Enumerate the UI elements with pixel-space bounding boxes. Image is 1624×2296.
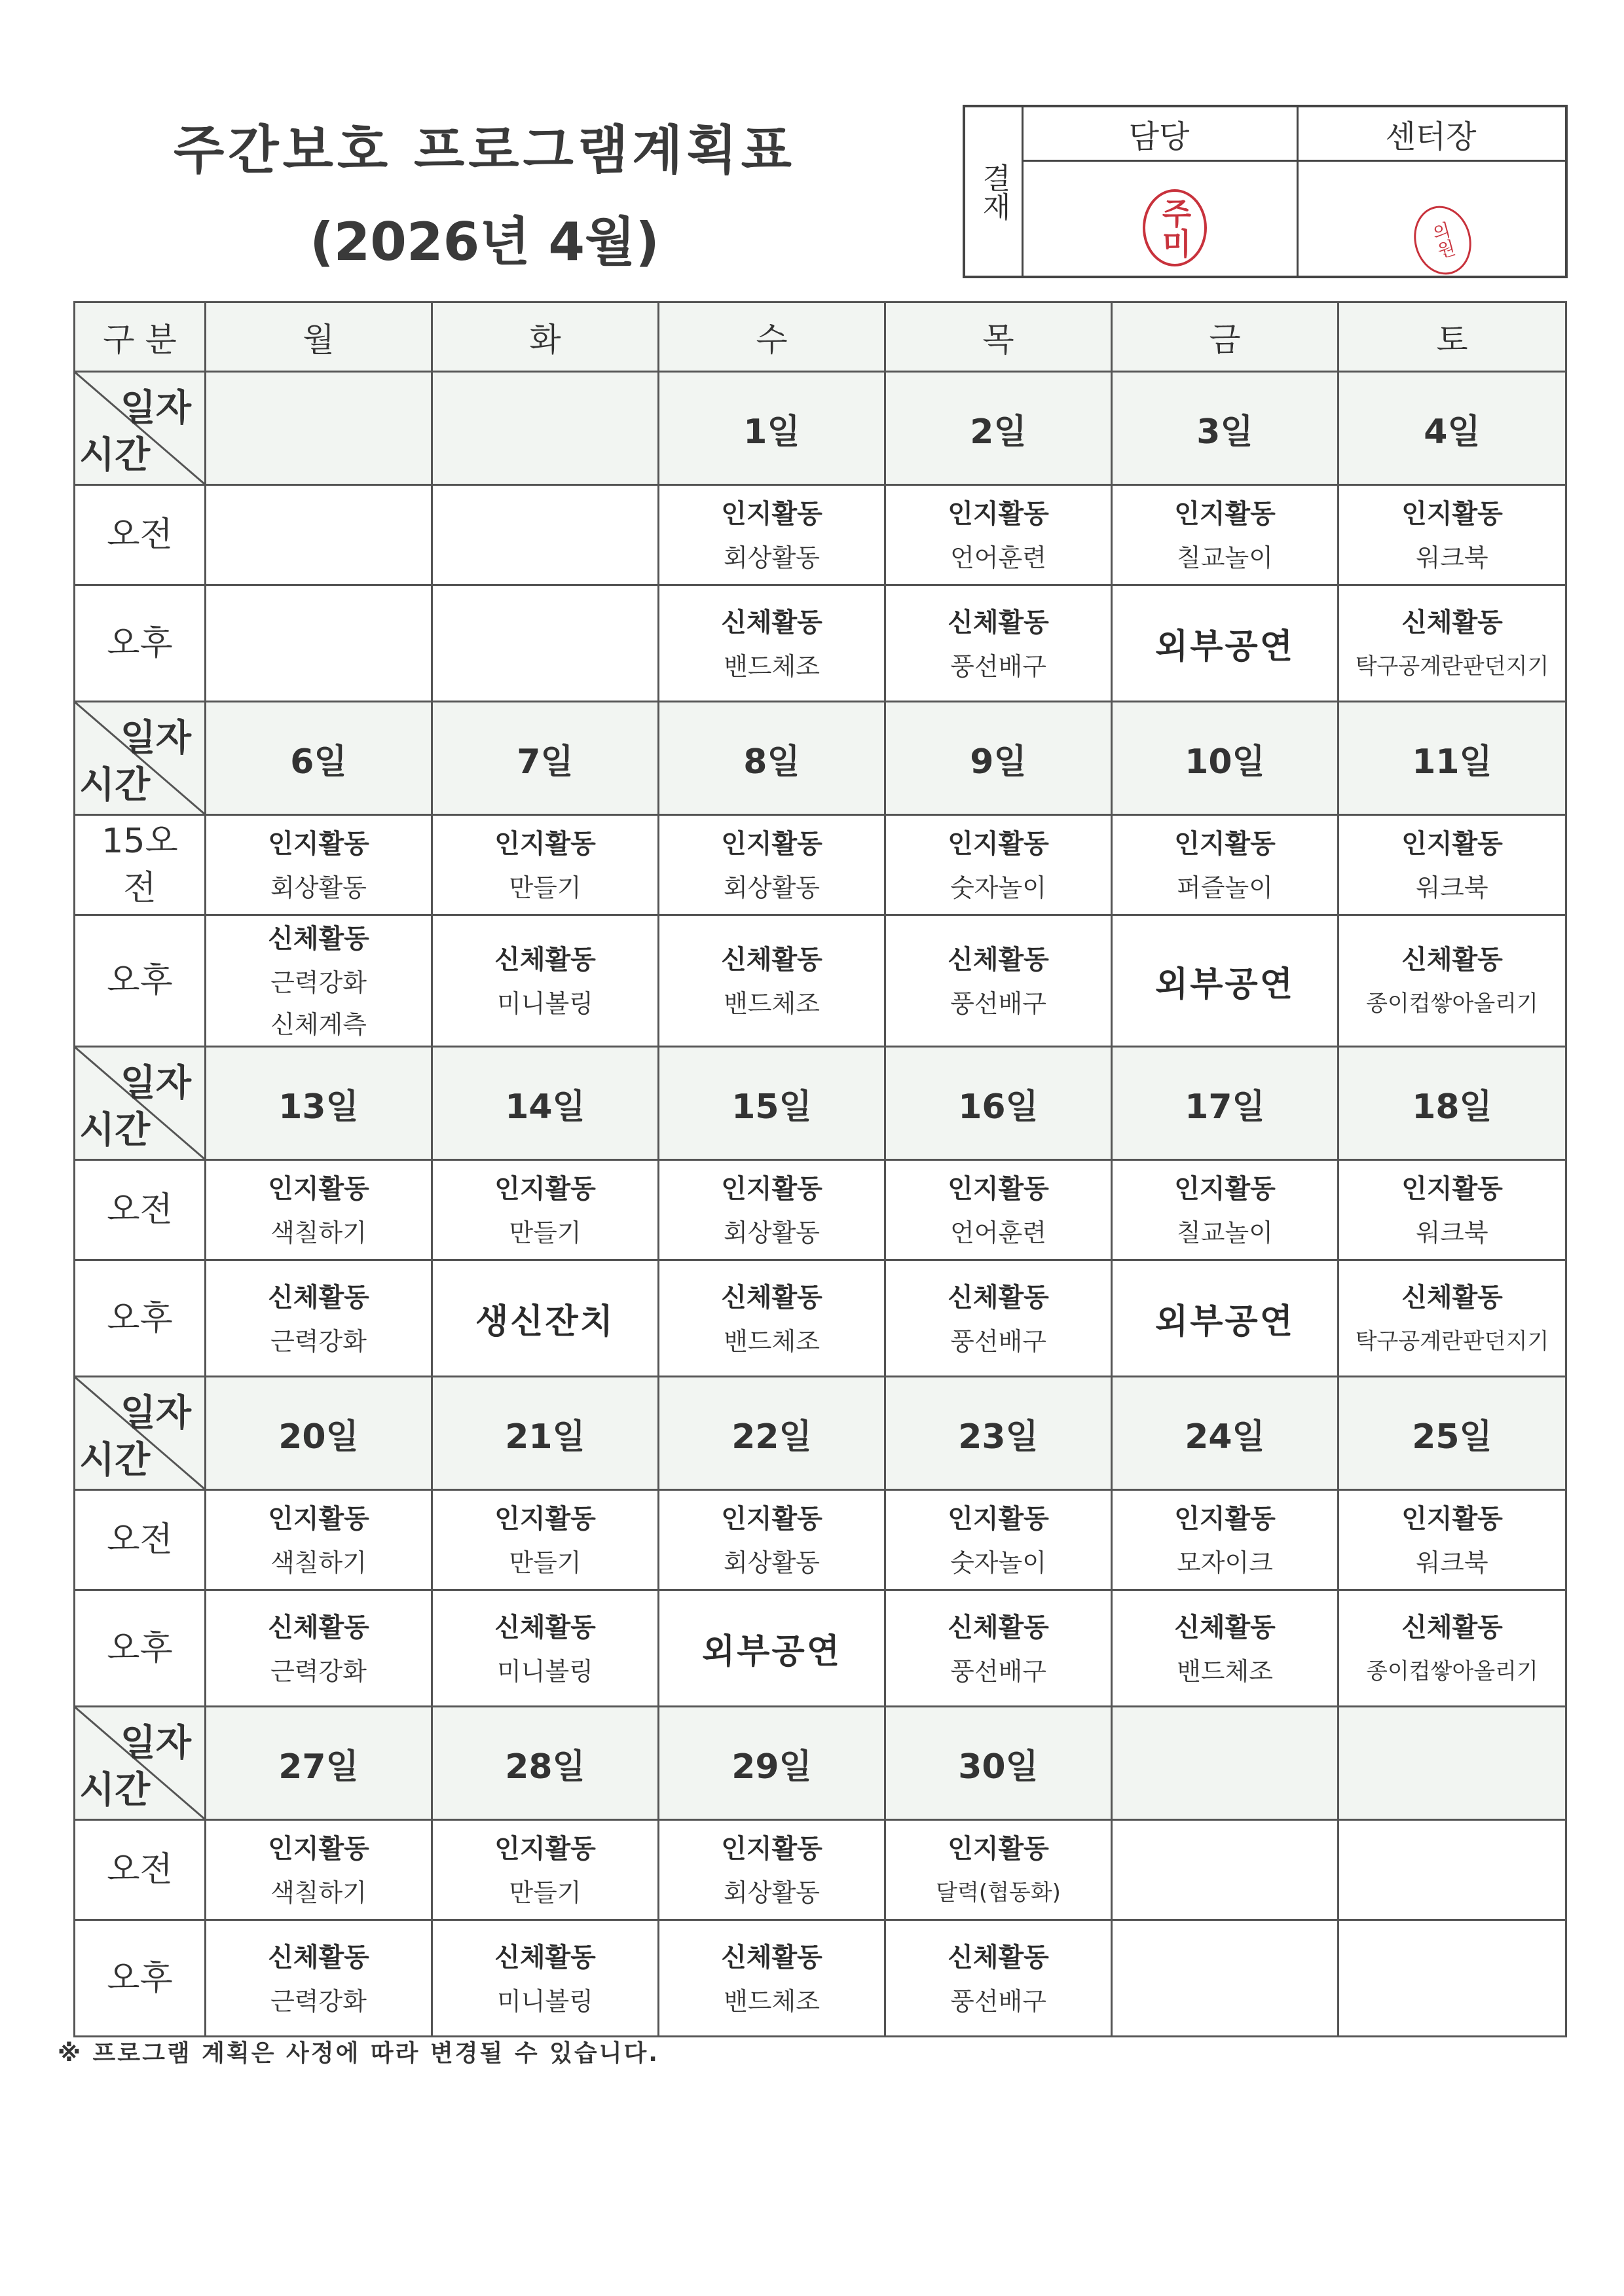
activity-category: 신체활동 [268, 1612, 369, 1643]
activity-name: 탁구공계란판던지기 [1355, 653, 1549, 680]
activity-category: 인지활동 [721, 1504, 822, 1534]
date-cell: 28일 [432, 1707, 659, 1820]
activity-name: 숫자놀이 [950, 873, 1046, 902]
date-cell: 29일 [659, 1707, 885, 1820]
activity-name: 회상활동 [724, 873, 820, 902]
date-time-corner-cell [75, 1047, 206, 1160]
activity-name: 색칠하기 [270, 1878, 367, 1907]
pm-activity-cell [432, 1920, 659, 2037]
activity-category: 인지활동 [721, 1834, 822, 1864]
corner-split [75, 702, 204, 814]
activity-category: 인지활동 [1174, 829, 1276, 859]
pm-activity-cell [1338, 585, 1566, 702]
activity-name: 숫자놀이 [950, 1548, 1046, 1577]
corner-split [75, 373, 204, 484]
pm-activity-cell [432, 915, 659, 1047]
date-cell [1338, 1707, 1566, 1820]
activity-name: 회상활동 [724, 1548, 820, 1577]
activity-category: 인지활동 [948, 1504, 1049, 1534]
event-label: 외부공연 [1155, 1302, 1295, 1341]
activity-category: 신체활동 [1401, 607, 1503, 638]
activity-name: 탁구공계란판던지기 [1355, 1328, 1549, 1355]
pm-activity-cell [206, 585, 432, 702]
am-activity-cell [432, 1160, 659, 1260]
date-cell: 1일 [659, 372, 885, 485]
corner-time-label: 시간 [79, 1439, 151, 1482]
activity-category: 신체활동 [1401, 945, 1503, 975]
date-cell: 13일 [206, 1047, 432, 1160]
afternoon-label: 오후 [107, 1298, 173, 1338]
date-cell: 21일 [432, 1377, 659, 1490]
activity-category: 신체활동 [948, 945, 1049, 975]
activity-category: 인지활동 [494, 1504, 596, 1534]
date-cell: 6일 [206, 702, 432, 815]
pm-activity-cell [1112, 1260, 1338, 1377]
date-time-corner-cell [75, 702, 206, 815]
pm-activity-cell [206, 1260, 432, 1377]
activity-name: 색칠하기 [270, 1548, 367, 1577]
date-cell: 25일 [1338, 1377, 1566, 1490]
activity-name: 퍼즐놀이 [1177, 873, 1273, 902]
afternoon-row [75, 1590, 1566, 1707]
activity-category: 인지활동 [948, 1834, 1049, 1864]
pm-activity-cell [432, 1260, 659, 1377]
date-cell: 20일 [206, 1377, 432, 1490]
director-seal-stamp [1407, 200, 1479, 282]
activity-category: 신체활동 [494, 945, 596, 975]
am-activity-cell [206, 1820, 432, 1920]
afternoon-label-cell [75, 1260, 206, 1377]
activity-category: 신체활동 [948, 1282, 1049, 1313]
morning-row [75, 1820, 1566, 1920]
activity-category: 인지활동 [1401, 1174, 1503, 1204]
activity-name: 워크북 [1416, 1218, 1488, 1247]
activity-category: 신체활동 [948, 1942, 1049, 1973]
activity-category: 인지활동 [1174, 499, 1276, 529]
am-activity-cell [885, 815, 1112, 915]
activity-name: 근력강화 [270, 1656, 367, 1686]
corner-date-label: 일자 [120, 387, 191, 429]
pm-activity-cell [659, 1920, 885, 2037]
activity-name: 밴드체조 [1177, 1656, 1273, 1686]
afternoon-row [75, 1920, 1566, 2037]
morning-label: 오전 [107, 515, 173, 555]
activity-name: 워크북 [1416, 873, 1488, 902]
activity-name: 종이컵쌓아올리기 [1366, 991, 1538, 1017]
activity-category: 신체활동 [1401, 1612, 1503, 1643]
pm-activity-cell [206, 1590, 432, 1707]
afternoon-label-cell [75, 1590, 206, 1707]
activity-name: 밴드체조 [724, 989, 820, 1018]
activity-name: 근력강화 [270, 1986, 367, 2016]
am-activity-cell [1112, 1490, 1338, 1590]
corner-date-label: 일자 [120, 1392, 191, 1434]
date-cell: 9일 [885, 702, 1112, 815]
date-cell: 2일 [885, 372, 1112, 485]
schedule-table [73, 301, 1567, 2037]
event-label: 생신잔치 [475, 1302, 615, 1341]
date-time-corner-cell [75, 372, 206, 485]
pm-activity-cell [885, 1260, 1112, 1377]
pm-activity-cell [1338, 1920, 1566, 2037]
pm-activity-cell [885, 1590, 1112, 1707]
activity-category: 인지활동 [268, 829, 369, 859]
activity-name: 밴드체조 [724, 651, 820, 681]
activity-name: 종이컵쌓아올리기 [1366, 1658, 1538, 1685]
am-activity-cell [659, 1160, 885, 1260]
am-activity-cell [432, 815, 659, 915]
document-title: 주간보호 프로그램계획표 [174, 120, 796, 181]
am-activity-cell [1338, 1820, 1566, 1920]
header-day-mon: 월 [206, 302, 432, 372]
pm-activity-cell [659, 1260, 885, 1377]
date-row [75, 702, 1566, 815]
pm-activity-cell [885, 915, 1112, 1047]
approval-column-director [1297, 107, 1565, 276]
date-cell: 4일 [1338, 372, 1566, 485]
activity-name: 칠교놀이 [1177, 1218, 1273, 1247]
activity-name: 근력강화 [270, 968, 367, 997]
activity-name: 풍선배구 [950, 651, 1046, 681]
afternoon-label-cell [75, 585, 206, 702]
activity-name: 만들기 [509, 1218, 581, 1247]
activity-category: 인지활동 [1174, 1174, 1276, 1204]
activity-category: 신체활동 [948, 1612, 1049, 1643]
activity-name: 만들기 [509, 873, 581, 902]
header-day-sat: 토 [1338, 302, 1566, 372]
date-cell: 17일 [1112, 1047, 1338, 1160]
approval-column-staff [1022, 107, 1299, 276]
activity-category: 인지활동 [721, 829, 822, 859]
pm-activity-cell [1112, 915, 1338, 1047]
afternoon-label-cell [75, 1920, 206, 2037]
staff-seal-stamp [1143, 189, 1207, 266]
date-cell: 23일 [885, 1377, 1112, 1490]
activity-category: 신체활동 [1174, 1612, 1276, 1643]
date-cell: 30일 [885, 1707, 1112, 1820]
pm-activity-cell [206, 915, 432, 1047]
am-activity-cell [206, 1490, 432, 1590]
activity-name: 언어훈련 [950, 543, 1046, 572]
corner-time-label: 시간 [79, 1769, 151, 1812]
am-activity-cell [1112, 485, 1338, 585]
am-activity-cell [885, 485, 1112, 585]
afternoon-row [75, 585, 1566, 702]
morning-label-cell [75, 1160, 206, 1260]
am-activity-cell [1112, 1160, 1338, 1260]
activity-category: 인지활동 [1174, 1504, 1276, 1534]
date-row [75, 372, 1566, 485]
morning-label: 오전 [107, 1520, 173, 1559]
date-cell: 11일 [1338, 702, 1566, 815]
morning-label-cell [75, 1490, 206, 1590]
am-activity-cell [432, 1820, 659, 1920]
am-activity-cell [432, 485, 659, 585]
activity-name: 풍선배구 [950, 1326, 1046, 1356]
activity-name: 회상활동 [724, 543, 820, 572]
director-seal-text: 의원 [1428, 219, 1458, 261]
am-activity-cell [1338, 1160, 1566, 1260]
corner-split [75, 1048, 204, 1159]
activity-name: 풍선배구 [950, 989, 1046, 1018]
date-cell [432, 372, 659, 485]
activity-category: 인지활동 [948, 1174, 1049, 1204]
afternoon-label: 오후 [107, 1628, 173, 1668]
afternoon-row [75, 915, 1566, 1047]
activity-category: 인지활동 [948, 829, 1049, 859]
activity-category: 신체활동 [268, 1282, 369, 1313]
activity-category: 신체활동 [268, 924, 369, 954]
afternoon-label: 오후 [107, 623, 173, 663]
afternoon-label: 오후 [107, 961, 173, 1000]
activity-category: 인지활동 [494, 1834, 596, 1864]
activity-category: 인지활동 [268, 1834, 369, 1864]
date-cell [1112, 1707, 1338, 1820]
am-activity-cell [206, 815, 432, 915]
pm-activity-cell [1112, 585, 1338, 702]
event-label: 외부공연 [1155, 627, 1295, 666]
am-activity-cell [1112, 815, 1338, 915]
activity-name: 밴드체조 [724, 1326, 820, 1356]
approval-label [965, 107, 1024, 276]
am-activity-cell [432, 1490, 659, 1590]
activity-category: 신체활동 [1401, 1282, 1503, 1313]
activity-category: 신체활동 [721, 1942, 822, 1973]
am-activity-cell [1338, 815, 1566, 915]
approval-box [963, 105, 1568, 278]
activity-name: 풍선배구 [950, 1986, 1046, 2016]
am-activity-cell [1112, 1820, 1338, 1920]
corner-date-label: 일자 [120, 717, 191, 759]
pm-activity-cell [885, 1920, 1112, 2037]
pm-activity-cell [1338, 1260, 1566, 1377]
am-activity-cell [659, 1490, 885, 1590]
header-day-fri: 금 [1112, 302, 1338, 372]
activity-name: 미니볼링 [497, 1656, 593, 1686]
approval-director-header: 센터장 [1297, 107, 1565, 162]
header-day-thu: 목 [885, 302, 1112, 372]
morning-label-cell [75, 1820, 206, 1920]
morning-label-cell [75, 485, 206, 585]
approval-staff-header: 담당 [1022, 107, 1297, 162]
activity-name: 풍선배구 [950, 1656, 1046, 1686]
document-subtitle: (2026년 4월) [310, 211, 659, 272]
am-activity-cell [206, 485, 432, 585]
pm-activity-cell [432, 1590, 659, 1707]
corner-time-label: 시간 [79, 764, 151, 807]
activity-category: 인지활동 [268, 1504, 369, 1534]
date-time-corner-cell [75, 1707, 206, 1820]
morning-row [75, 485, 1566, 585]
header-row [75, 302, 1566, 372]
activity-category: 인지활동 [721, 499, 822, 529]
event-label: 외부공연 [702, 1632, 841, 1671]
pm-activity-cell [1112, 1920, 1338, 2037]
date-cell: 24일 [1112, 1377, 1338, 1490]
activity-name-extra: 신체계측 [270, 1010, 367, 1039]
afternoon-label-cell [75, 915, 206, 1047]
morning-row [75, 1490, 1566, 1590]
corner-date-label: 일자 [120, 1062, 191, 1104]
morning-label-cell [75, 815, 206, 915]
date-cell: 16일 [885, 1047, 1112, 1160]
am-activity-cell [659, 485, 885, 585]
activity-category: 신체활동 [721, 945, 822, 975]
pm-activity-cell [1338, 915, 1566, 1047]
activity-category: 인지활동 [948, 499, 1049, 529]
date-time-corner-cell [75, 1377, 206, 1490]
corner-time-label: 시간 [79, 434, 151, 477]
activity-name: 미니볼링 [497, 1986, 593, 2016]
activity-category: 신체활동 [948, 607, 1049, 638]
date-cell: 18일 [1338, 1047, 1566, 1160]
activity-name: 언어훈련 [950, 1218, 1046, 1247]
pm-activity-cell [1338, 1590, 1566, 1707]
header-day-wed: 수 [659, 302, 885, 372]
pm-activity-cell [206, 1920, 432, 2037]
morning-row [75, 815, 1566, 915]
activity-category: 인지활동 [494, 829, 596, 859]
approval-label-text: 결재 [977, 162, 1010, 221]
activity-name: 회상활동 [270, 873, 367, 902]
date-cell: 27일 [206, 1707, 432, 1820]
activity-name: 칠교놀이 [1177, 543, 1273, 572]
activity-name: 밴드체조 [724, 1986, 820, 2016]
activity-category: 신체활동 [494, 1942, 596, 1973]
date-cell: 14일 [432, 1047, 659, 1160]
pm-activity-cell [432, 585, 659, 702]
activity-category: 신체활동 [721, 1282, 822, 1313]
date-cell: 22일 [659, 1377, 885, 1490]
am-activity-cell [885, 1820, 1112, 1920]
activity-category: 인지활동 [1401, 829, 1503, 859]
pm-activity-cell [885, 585, 1112, 702]
activity-category: 인지활동 [268, 1174, 369, 1204]
activity-category: 신체활동 [268, 1942, 369, 1973]
date-cell: 7일 [432, 702, 659, 815]
am-activity-cell [1338, 1490, 1566, 1590]
activity-name: 만들기 [509, 1878, 581, 1907]
date-cell: 15일 [659, 1047, 885, 1160]
activity-name: 색칠하기 [270, 1218, 367, 1247]
activity-name: 만들기 [509, 1548, 581, 1577]
activity-name: 미니볼링 [497, 989, 593, 1018]
pm-activity-cell [1112, 1590, 1338, 1707]
pm-activity-cell [659, 915, 885, 1047]
footnote: ※ 프로그램 계획은 사정에 따라 변경될 수 있습니다. [58, 2040, 659, 2067]
activity-name: 달력(협동화) [936, 1880, 1061, 1906]
activity-category: 신체활동 [494, 1612, 596, 1643]
activity-category: 인지활동 [494, 1174, 596, 1204]
activity-category: 인지활동 [1401, 499, 1503, 529]
corner-split [75, 1377, 204, 1489]
morning-label: 오전 [107, 1850, 173, 1889]
am-activity-cell [885, 1490, 1112, 1590]
afternoon-label: 오후 [107, 1958, 173, 1998]
morning-label: 15오 전 [101, 822, 178, 908]
corner-date-label: 일자 [120, 1722, 191, 1764]
event-label: 외부공연 [1155, 964, 1295, 1004]
morning-row [75, 1160, 1566, 1260]
activity-name: 근력강화 [270, 1326, 367, 1356]
date-row [75, 1047, 1566, 1160]
date-cell: 3일 [1112, 372, 1338, 485]
am-activity-cell [885, 1160, 1112, 1260]
header-day-tue: 화 [432, 302, 659, 372]
pm-activity-cell [659, 585, 885, 702]
morning-label: 오전 [107, 1190, 173, 1230]
afternoon-row [75, 1260, 1566, 1377]
activity-name: 모자이크 [1177, 1548, 1273, 1577]
pm-activity-cell [659, 1590, 885, 1707]
am-activity-cell [206, 1160, 432, 1260]
am-activity-cell [659, 815, 885, 915]
activity-name: 회상활동 [724, 1218, 820, 1247]
activity-name: 워크북 [1416, 543, 1488, 572]
staff-seal-text: 주미 [1157, 198, 1192, 258]
activity-name: 회상활동 [724, 1878, 820, 1907]
header-category: 구 분 [75, 302, 206, 372]
corner-split [75, 1707, 204, 1819]
date-cell [206, 372, 432, 485]
am-activity-cell [659, 1820, 885, 1920]
am-activity-cell [1338, 485, 1566, 585]
activity-category: 인지활동 [721, 1174, 822, 1204]
activity-category: 인지활동 [1401, 1504, 1503, 1534]
activity-name: 워크북 [1416, 1548, 1488, 1577]
date-row [75, 1707, 1566, 1820]
corner-time-label: 시간 [79, 1109, 151, 1152]
date-cell: 8일 [659, 702, 885, 815]
date-row [75, 1377, 1566, 1490]
activity-category: 신체활동 [721, 607, 822, 638]
date-cell: 10일 [1112, 702, 1338, 815]
